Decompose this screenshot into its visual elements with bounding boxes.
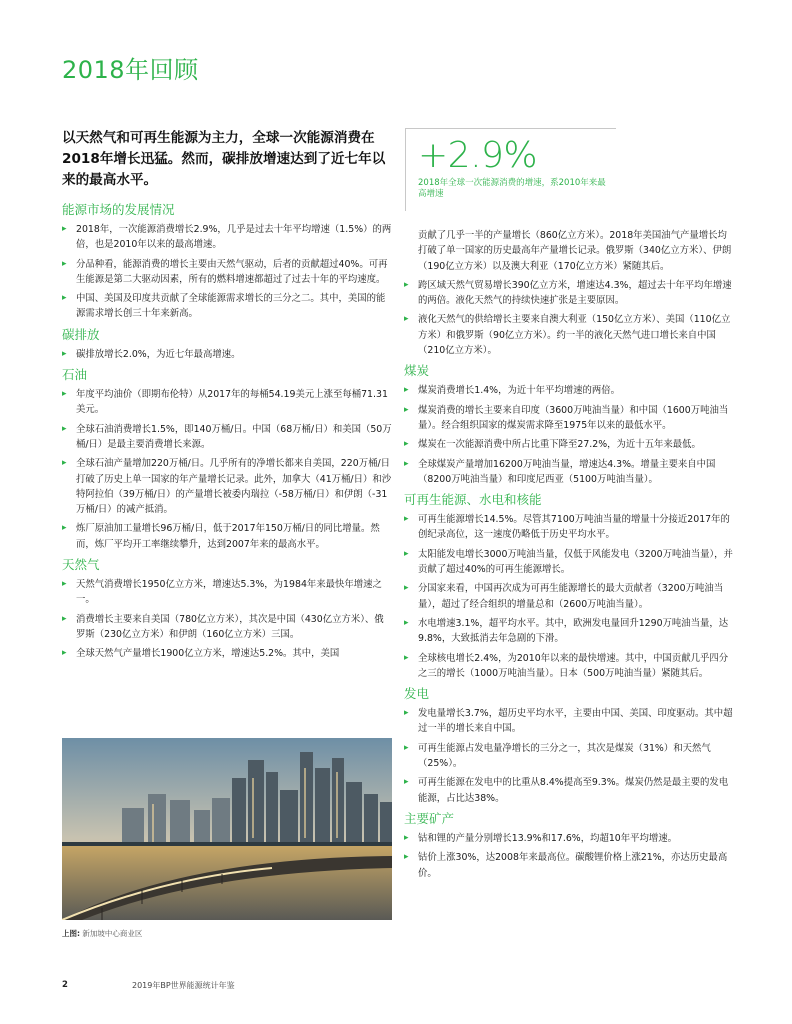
singapore-cbd-photo	[62, 738, 392, 920]
renewables-list	[404, 512, 734, 681]
section-heading-power: 发电	[404, 686, 430, 702]
list-item: ▸ 煤炭在一次能源消费中所占比重下降至27.2%，为近十五年来最低。	[404, 437, 734, 452]
list-item: ▸ 钴和锂的产量分别增长13.9%和17.6%，均超10年平均增速。	[404, 831, 734, 846]
minerals-list	[404, 831, 734, 881]
list-item: ▸ 碳排放增长2.0%，为近七年最高增速。	[62, 347, 392, 362]
right-column	[404, 228, 734, 885]
photo-caption	[62, 928, 142, 939]
list-item: ▸ 分国家来看，中国再次成为可再生能源增长的最大贡献者（3200万吨油当量），超过了经合组织的增量总和（2600万吨油当量）。	[404, 581, 734, 612]
section-heading-renewables: 可再生能源、水电和核能	[404, 492, 542, 508]
list-item: ▸ 全球煤炭产量增加16200万吨油当量，增速达4.3%。增量主要来自中国（8200万吨油当量）和印度尼西亚（5100万吨油当量）。	[404, 457, 734, 488]
list-item: ▸ 水电增速3.1%，超平均水平。其中，欧洲发电量回升1290万吨油当量，达9.8%，大致抵消去年急剧的下滑。	[404, 616, 734, 647]
section-heading-energy-market: 能源市场的发展情况	[62, 202, 175, 217]
list-item: ▸ 太阳能发电增长3000万吨油当量，仅低于风能发电（3200万吨油当量），并贡献了超过40%的可再生能源增长。	[404, 547, 734, 578]
coal-list	[404, 383, 734, 487]
list-item: ▸ 年度平均油价（即期布伦特）从2017年的每桶54.19美元上涨至每桶71.31美元。	[62, 387, 392, 418]
page-number: 2	[62, 980, 68, 990]
page-title: 2018年回顾	[62, 56, 199, 84]
list-item: ▸ 跨区域天然气贸易增长390亿立方米，增速达4.3%，超过去十年平均年增速的两倍。液化天然气的持续快速扩张是主要原因。	[404, 278, 734, 309]
left-column	[62, 198, 392, 666]
list-item: ▸ 可再生能源在发电中的比重从8.4%提高至9.3%。煤炭仍然是最主要的发电能源，占比达38%。	[404, 775, 734, 806]
list-item: ▸ 全球核电增长2.4%，为2010年以来的最快增速。其中，中国贡献几乎四分之三的增长（1000万吨油当量）。日本（500万吨油当量）紧随其后。	[404, 651, 734, 682]
caption-label: 上图:	[62, 929, 80, 938]
list-item: ▸ 发电量增长3.7%，超历史平均水平，主要由中国、美国、印度驱动。其中超过一半的增长来自中国。	[404, 706, 734, 737]
list-item: ▸ 可再生能源增长14.5%。尽管其7100万吨油当量的增量十分接近2017年的创纪录高位，这一速度仍略低于历史平均水平。	[404, 512, 734, 543]
list-item: ▸ 消费增长主要来自美国（780亿立方米），其次是中国（430亿立方米）、俄罗斯（230亿立方米）和伊朗（160亿立方米）三国。	[62, 612, 392, 643]
oil-list	[62, 387, 392, 552]
gas-continued-list	[404, 278, 734, 358]
power-list	[404, 706, 734, 806]
list-item: ▸ 煤炭消费的增长主要来自印度（3600万吨油当量）和中国（1600万吨油当量）。经合组织国家的煤炭需求降至1975年以来的最低水平。	[404, 403, 734, 434]
list-item: ▸ 可再生能源占发电量净增长的三分之一，其次是煤炭（31%）和天然气（25%）。	[404, 741, 734, 772]
section-heading-carbon: 碳排放	[62, 326, 100, 342]
list-item: ▸ 分品种看，能源消费的增长主要由天然气驱动，后者的贡献超过40%。可再生能源是第二大驱动因素，所有的燃料增速都超过了过去十年的平均速度。	[62, 257, 392, 288]
list-item: ▸ 炼厂原油加工量增长96万桶/日，低于2017年150万桶/日的同比增量。然而，炼厂平均开工率继续攀升，达到2007年来的最高水平。	[62, 521, 392, 552]
list-item: ▸ 全球石油消费增长1.5%，即140万桶/日。中国（68万桶/日）和美国（50万桶/日）是最主要消费增长来源。	[62, 422, 392, 453]
list-item: ▸ 钴价上涨30%，达2008年来最高位。碳酸锂价格上涨21%，亦达历史最高价。	[404, 850, 734, 881]
section-heading-minerals: 主要矿产	[404, 810, 455, 826]
natural-gas-list	[62, 577, 392, 661]
list-item: ▸ 2018年，一次能源消费增长2.9%，几乎是过去十年平均增速（1.5%）的两倍，也是2010年以来的最高增速。	[62, 222, 392, 253]
lead-paragraph: 以天然气和可再生能源为主力，全球一次能源消费在2018年增长迅猛。然而，碳排放增速达到了近七年以来的最高水平。	[62, 130, 386, 188]
energy-market-list	[62, 222, 392, 322]
list-item: ▸ 煤炭消费增长1.4%，为近十年平均增速的两倍。	[404, 383, 734, 398]
list-item: ▸ 全球天然气产量增长1900亿立方米，增速达5.2%。其中，美国	[62, 646, 392, 661]
section-heading-natural-gas: 天然气	[62, 557, 100, 573]
stat-value: +2.9%	[418, 135, 538, 176]
list-item: ▸ 中国、美国及印度共贡献了全球能源需求增长的三分之二。其中，美国的能源需求增长创三十年来新高。	[62, 291, 392, 322]
list-item: ▸ 全球石油产量增加220万桶/日。几乎所有的净增长都来自美国，220万桶/日打破了历史上单一国家的年产量增长记录。此外，加拿大（41万桶/日）和沙特阿拉伯（39万桶/日）的产量增长被委内瑞拉（-58万桶/日）和伊朗（-31万桶/日）的减产抵消。	[62, 456, 392, 517]
list-item: ▸ 天然气消费增长1950亿立方米，增速达5.3%，为1984年来最快年增速之一。	[62, 577, 392, 608]
carbon-list	[62, 347, 392, 362]
continued-paragraph: 贡献了几乎一半的产量增长（860亿立方米）。2018年美国油气产量增长均打破了单一国家的历史最高年产量增长记录。俄罗斯（340亿立方米）、伊朗（190亿立方米）以及澳大利亚（170亿立方米）紧随其后。	[418, 230, 732, 272]
section-heading-coal: 煤炭	[404, 363, 430, 379]
caption-text: 新加坡中心商业区	[82, 929, 143, 938]
list-item: ▸ 液化天然气的供给增长主要来自澳大利亚（150亿立方米）、美国（110亿立方米）和俄罗斯（90亿立方米）。约一半的液化天然气进口增长来自中国（210亿立方米）。	[404, 312, 734, 358]
stat-caption: 2018年全球一次能源消费的增速，系2010年来最高增速	[418, 178, 606, 199]
section-heading-oil: 石油	[62, 367, 88, 383]
footer-title: 2019年BP世界能源统计年鉴	[132, 981, 235, 990]
